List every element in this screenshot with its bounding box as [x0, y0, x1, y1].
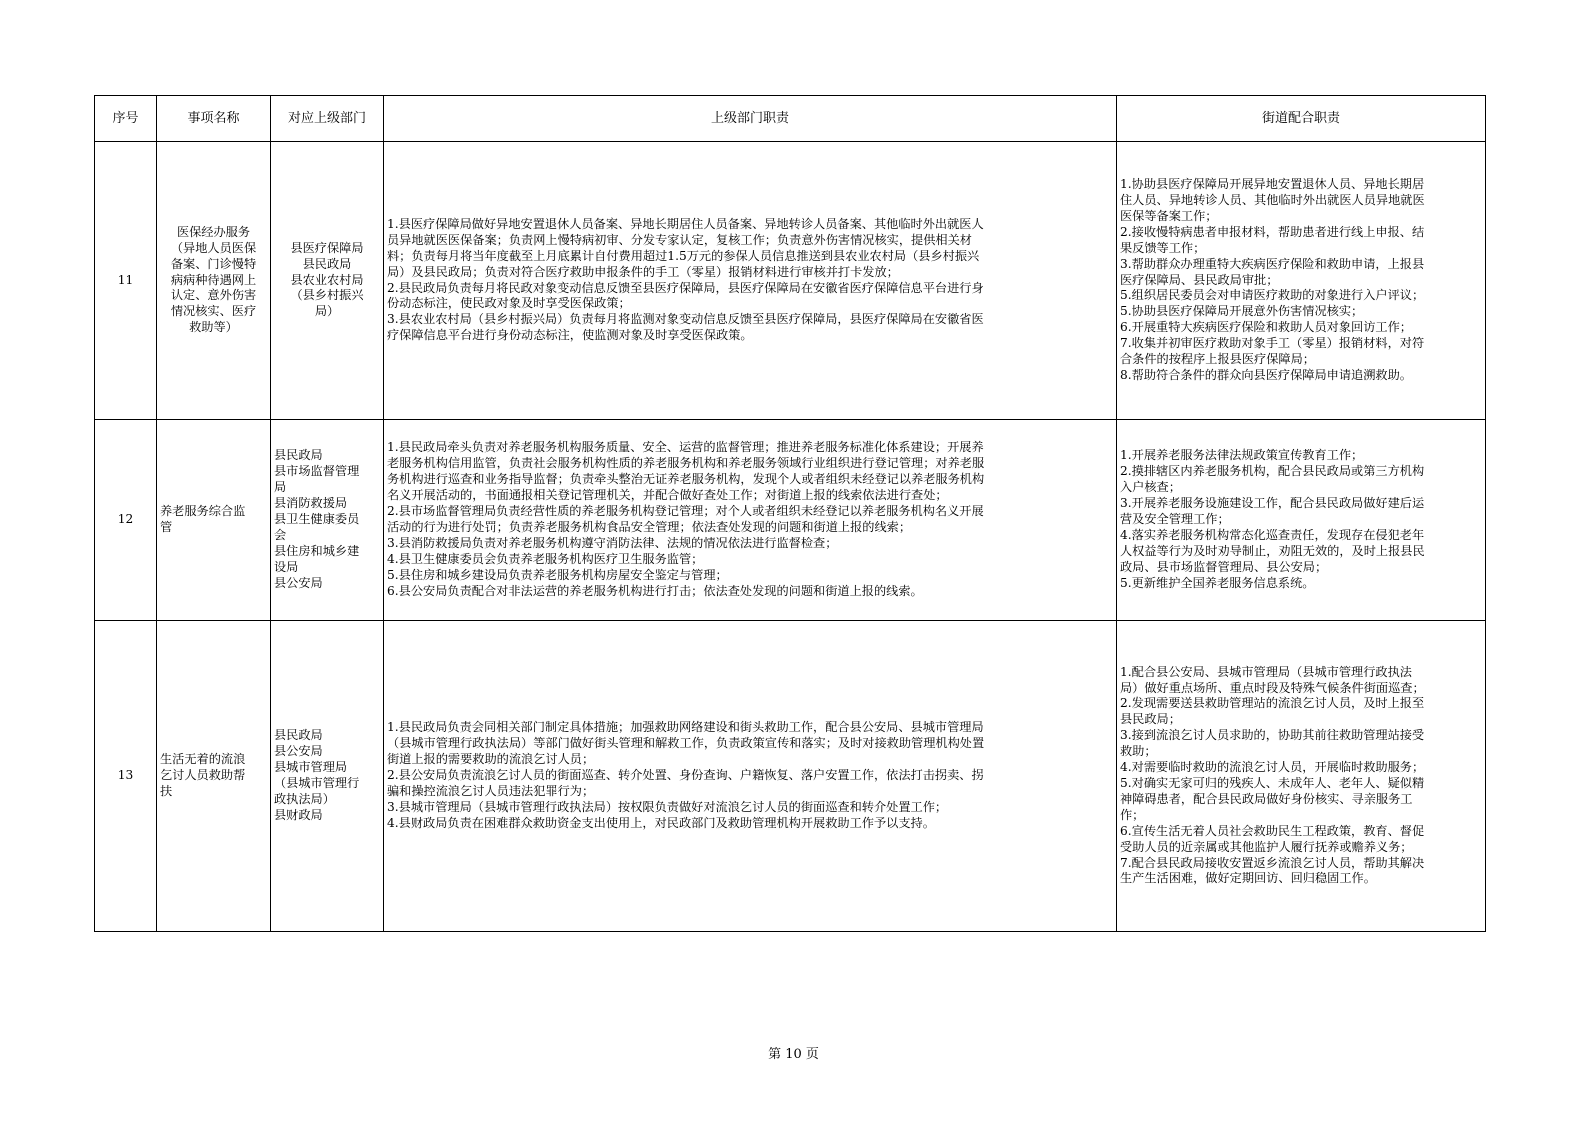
cell-street-duty-line: 5.更新维护全国养老服务信息系统。: [1120, 575, 1315, 590]
cell-superior-duty-line: 5.县住房和城乡建设局负责养老服务机构房屋安全鉴定与管理；: [387, 567, 728, 582]
header-superior-duty: 上级部门职责: [384, 96, 1117, 142]
cell-street-duty-line: 1.协助县医疗保障局开展异地安置退休人员、异地长期居: [1120, 177, 1425, 192]
header-dept: 对应上级部门: [271, 96, 384, 142]
cell-dept-line: 县医疗保障局: [290, 240, 364, 255]
cell-street-duty-line: 3.帮助群众办理重特大疾病医疗保险和救助申请，上报县: [1120, 256, 1425, 271]
cell-street-duty-line: 局）做好重点场所、重点时段及特殊气候条件街面巡查；: [1120, 680, 1425, 695]
cell-dept-line: 局: [274, 480, 287, 495]
cell-item-name-line: （异地人员医保: [170, 240, 257, 255]
cell-street-duty-line: 果反馈等工作；: [1120, 240, 1206, 255]
cell-superior-duty-line: 1.县医疗保障局做好异地安置退休人员备案、异地长期居住人员备案、异地转诊人员备案、其他临时外出就医人: [387, 216, 984, 231]
cell-street-duty: [1117, 621, 1486, 932]
cell-dept-line: 县农业农村局: [290, 272, 364, 287]
cell-street-duty-line: 住人员、异地转诊人员、其他临时外出就医人员异地就医: [1120, 193, 1425, 208]
cell-dept-line: 县民政局: [274, 448, 323, 463]
cell-item-name-line: 备案、门诊慢特: [170, 256, 257, 271]
cell-item-name-line: 医保经办服务: [176, 224, 251, 239]
page-number: 第 10 页: [768, 1047, 819, 1062]
table-body: [95, 142, 1486, 932]
cell-street-duty: [1117, 420, 1486, 621]
cell-street-duty-line: 6.宣传生活无着人员社会救助民生工程政策，教育、督促: [1120, 823, 1425, 838]
cell-superior-duty-line: 2.县市场监督管理局负责经营性质的养老服务机构登记管理；对个人或者组织未经登记以养老服务机构名义开展: [387, 504, 984, 519]
cell-street-duty-line: 5.协助县医疗保障局开展意外伤害情况核实；: [1120, 304, 1364, 319]
table-row: [95, 420, 1486, 621]
cell-superior-duty: [384, 621, 1117, 932]
table-header-row: [95, 96, 1486, 142]
cell-superior-duty-line: 骗和操控流浪乞讨人员违法犯罪行为；: [387, 783, 595, 798]
header-seq: 序号: [95, 96, 157, 142]
cell-dept: [271, 142, 384, 420]
cell-street-duty-line: 入户核查；: [1120, 480, 1181, 495]
cell-superior-duty-line: 4.县卫生健康委员会负责养老服务机构医疗卫生服务监管；: [387, 551, 704, 566]
cell-dept-line: 县民政局: [302, 256, 352, 271]
cell-superior-duty-line: 名义开展活动的，书面通报相关登记管理机关，并配合做好查处工作；对街道上报的线索依法进行查处；: [387, 488, 948, 503]
cell-dept-line: 政执法局）: [274, 791, 335, 806]
cell-street-duty-line: 2.摸排辖区内养老服务机构，配合县民政局或第三方机构: [1120, 464, 1425, 479]
cell-item-name-line: 救助等）: [189, 320, 238, 335]
cell-item-name-line: 养老服务综合监: [160, 504, 246, 519]
cell-superior-duty-line: 3.县农业农村局（县乡村振兴局）负责每月将监测对象变动信息反馈至县医疗保障局，县医疗保障局在安徽省医: [387, 312, 984, 327]
cell-item-name: [157, 621, 271, 932]
cell-dept-line: 县民政局: [274, 728, 323, 743]
cell-seq: 12: [95, 420, 157, 621]
cell-dept-line: 县市场监督管理: [274, 464, 360, 479]
cell-superior-duty-line: 老服务机构信用监管，负责社会服务机构性质的养老服务机构和养老服务领域行业组织进行登记管理；对养老服: [387, 456, 985, 471]
cell-superior-duty-line: 员异地就医医保备案；负责网上慢特病初审、分发专家认定，复核工作；负责意外伤害情况核实，提供相关材: [387, 232, 972, 247]
duty-table: [94, 95, 1486, 932]
cell-item-name-line: 情况核实、医疗: [170, 304, 257, 319]
cell-street-duty-line: 3.开展养老服务设施建设工作，配合县民政局做好建后运: [1120, 496, 1425, 511]
cell-dept-line: 县住房和城乡建: [274, 543, 360, 558]
cell-street-duty-line: 救助；: [1120, 744, 1157, 759]
cell-item-name-line: 乞讨人员救助帮: [160, 768, 246, 783]
cell-superior-duty-line: 3.县城市管理局（县城市管理行政执法局）按权限负责做好对流浪乞讨人员的街面巡查和转介处置工作；: [387, 799, 948, 814]
cell-dept: [271, 420, 384, 621]
cell-dept-line: （县城市管理行: [274, 776, 360, 790]
cell-street-duty-line: 营及安全管理工作；: [1120, 512, 1230, 527]
cell-street-duty-line: 县民政局；: [1120, 712, 1181, 727]
cell-dept-line: 县城市管理局: [274, 760, 348, 775]
cell-dept-line: 设局: [274, 559, 299, 574]
cell-street-duty-line: 作；: [1120, 807, 1145, 822]
cell-street-duty-line: 4.对需要临时救助的流浪乞讨人员，开展临时救助服务；: [1120, 760, 1425, 775]
cell-superior-duty-line: 份动态标注，使民政对象及时享受医保政策；: [387, 296, 631, 311]
cell-superior-duty-line: （县城市管理行政执法局）等部门做好街头管理和解救工作，负责政策宣传和落实；及时对接救助管理机构处置: [387, 736, 985, 751]
cell-street-duty-line: 4.落实养老服务机构常态化巡查责任，发现存在侵犯老年: [1120, 527, 1425, 542]
cell-dept-line: 县卫生健康委员: [274, 512, 360, 527]
cell-superior-duty-line: 1.县民政局负责会同相关部门制定具体措施；加强救助网络建设和街头救助工作，配合县公安局、县城市管理局: [387, 720, 984, 735]
cell-street-duty-line: 5.对确实无家可归的残疾人、未成年人、老年人、疑似精: [1120, 776, 1425, 790]
cell-superior-duty-line: 活动的行为进行处罚；负责养老服务机构食品安全管理；依法查处发现的问题和街道上报的线索；: [387, 520, 912, 534]
cell-superior-duty-line: 务机构进行巡查和业务指导监督；负责牵头整治无证养老服务机构，发现个人或者组织未经登记以养老服务机构: [387, 472, 985, 487]
cell-item-name-line: 扶: [160, 783, 173, 798]
cell-item-name-line: 病病种待遇网上: [170, 272, 257, 287]
cell-superior-duty-line: 局）及县民政局；负责对符合医疗救助申报条件的手工（零星）报销材料进行审核并打卡发放；: [387, 264, 899, 279]
cell-item-name-line: 认定、意外伤害: [170, 288, 257, 303]
cell-seq: 13: [95, 621, 157, 932]
cell-street-duty-line: 生产生活困难，做好定期回访、回归稳固工作。: [1120, 871, 1376, 886]
cell-street-duty-line: 7.收集并初审医疗救助对象手工（零星）报销材料，对符: [1120, 336, 1425, 351]
cell-street-duty-line: 神障碍患者，配合县民政局做好身份核实、寻亲服务工: [1120, 791, 1413, 806]
cell-street-duty: [1117, 142, 1486, 420]
cell-street-duty-line: 5.组织居民委员会对申请医疗救助的对象进行入户评议；: [1120, 288, 1425, 303]
cell-item-name: [157, 420, 271, 621]
table-row: [95, 142, 1486, 420]
table-row: [95, 621, 1486, 932]
cell-street-duty-line: 3.接到流浪乞讨人员求助的，协助其前往救助管理站接受: [1120, 728, 1425, 743]
cell-street-duty-line: 2.接收慢特病患者申报材料，帮助患者进行线上申报、结: [1120, 224, 1425, 239]
cell-superior-duty: [384, 420, 1117, 621]
cell-item-name-line: 管: [160, 520, 173, 534]
cell-superior-duty-line: 疗保障信息平台进行身份动态标注，使监测对象及时享受医保政策。: [387, 328, 753, 343]
cell-superior-duty: [384, 142, 1117, 420]
cell-superior-duty-line: 料；负责每月将当年度截至上月底累计自付费用超过1.5万元的参保人员信息推送到县农业农村局（县乡村振兴: [387, 248, 980, 263]
cell-dept-line: 会: [274, 527, 287, 542]
cell-street-duty-line: 2.发现需要送县救助管理站的流浪乞讨人员，及时上报至: [1120, 696, 1425, 711]
cell-dept-line: 县公安局: [274, 744, 323, 759]
cell-dept: [271, 621, 384, 932]
cell-dept-line: 县财政局: [274, 807, 323, 822]
cell-seq: 11: [95, 142, 157, 420]
cell-item-name: [157, 142, 271, 420]
cell-dept-line: 县消防救援局: [274, 496, 348, 511]
cell-street-duty-line: 6.开展重特大疾病医疗保险和救助人员对象回访工作；: [1120, 320, 1412, 335]
cell-superior-duty-line: 3.县消防救援局负责对养老服务机构遵守消防法律、法规的情况依法进行监督检查；: [387, 535, 838, 550]
cell-street-duty-line: 人权益等行为及时劝导制止，劝阻无效的，及时上报县民: [1120, 543, 1425, 558]
cell-superior-duty-line: 6.县公安局负责配合对非法运营的养老服务机构进行打击；依法查处发现的问题和街道上报的线索。: [387, 583, 923, 598]
cell-dept-line: 局）: [314, 304, 340, 319]
cell-street-duty-line: 7.配合县民政局接收安置返乡流浪乞讨人员，帮助其解决: [1120, 855, 1425, 870]
cell-street-duty-line: 1.配合县公安局、县城市管理局（县城市管理行政执法: [1120, 664, 1412, 679]
cell-street-duty-line: 医疗保障局、县民政局审批；: [1120, 272, 1279, 287]
cell-street-duty-line: 1.开展养老服务法律法规政策宣传教育工作；: [1120, 448, 1364, 463]
cell-superior-duty-line: 2.县公安局负责流浪乞讨人员的街面巡查、转介处置、身份查询、户籍恢复、落户安置工作，依法打击拐卖、拐: [387, 768, 984, 783]
cell-street-duty-line: 受助人员的近亲属或其他监护人履行抚养或赡养义务；: [1120, 839, 1413, 854]
header-street-duty: 街道配合职责: [1117, 96, 1486, 142]
cell-superior-duty-line: 4.县财政局负责在困难群众救助资金支出使用上，对民政部门及救助管理机构开展救助工作予以支持。: [387, 815, 935, 830]
cell-dept-line: 县公安局: [274, 575, 323, 590]
cell-street-duty-line: 合条件的按程序上报县医疗保障局；: [1120, 352, 1315, 367]
cell-superior-duty-line: 街道上报的需要救助的流浪乞讨人员；: [387, 752, 595, 767]
cell-item-name-line: 生活无着的流浪: [160, 752, 246, 767]
header-item-name: 事项名称: [157, 96, 271, 142]
cell-superior-duty-line: 1.县民政局牵头负责对养老服务机构服务质量、安全、运营的监督管理；推进养老服务标准化体系建设；开展养: [387, 440, 984, 455]
cell-street-duty-line: 8.帮助符合条件的群众向县医疗保障局申请追溯救助。: [1120, 367, 1412, 382]
cell-street-duty-line: 医保等备案工作；: [1120, 208, 1218, 223]
cell-dept-line: （县乡村振兴: [290, 288, 364, 303]
cell-superior-duty-line: 2.县民政局负责每月将民政对象变动信息反馈至县医疗保障局，县医疗保障局在安徽省医疗保障信息平台进行身: [387, 280, 984, 295]
cell-street-duty-line: 政局、县市场监督管理局、县公安局；: [1120, 559, 1328, 574]
